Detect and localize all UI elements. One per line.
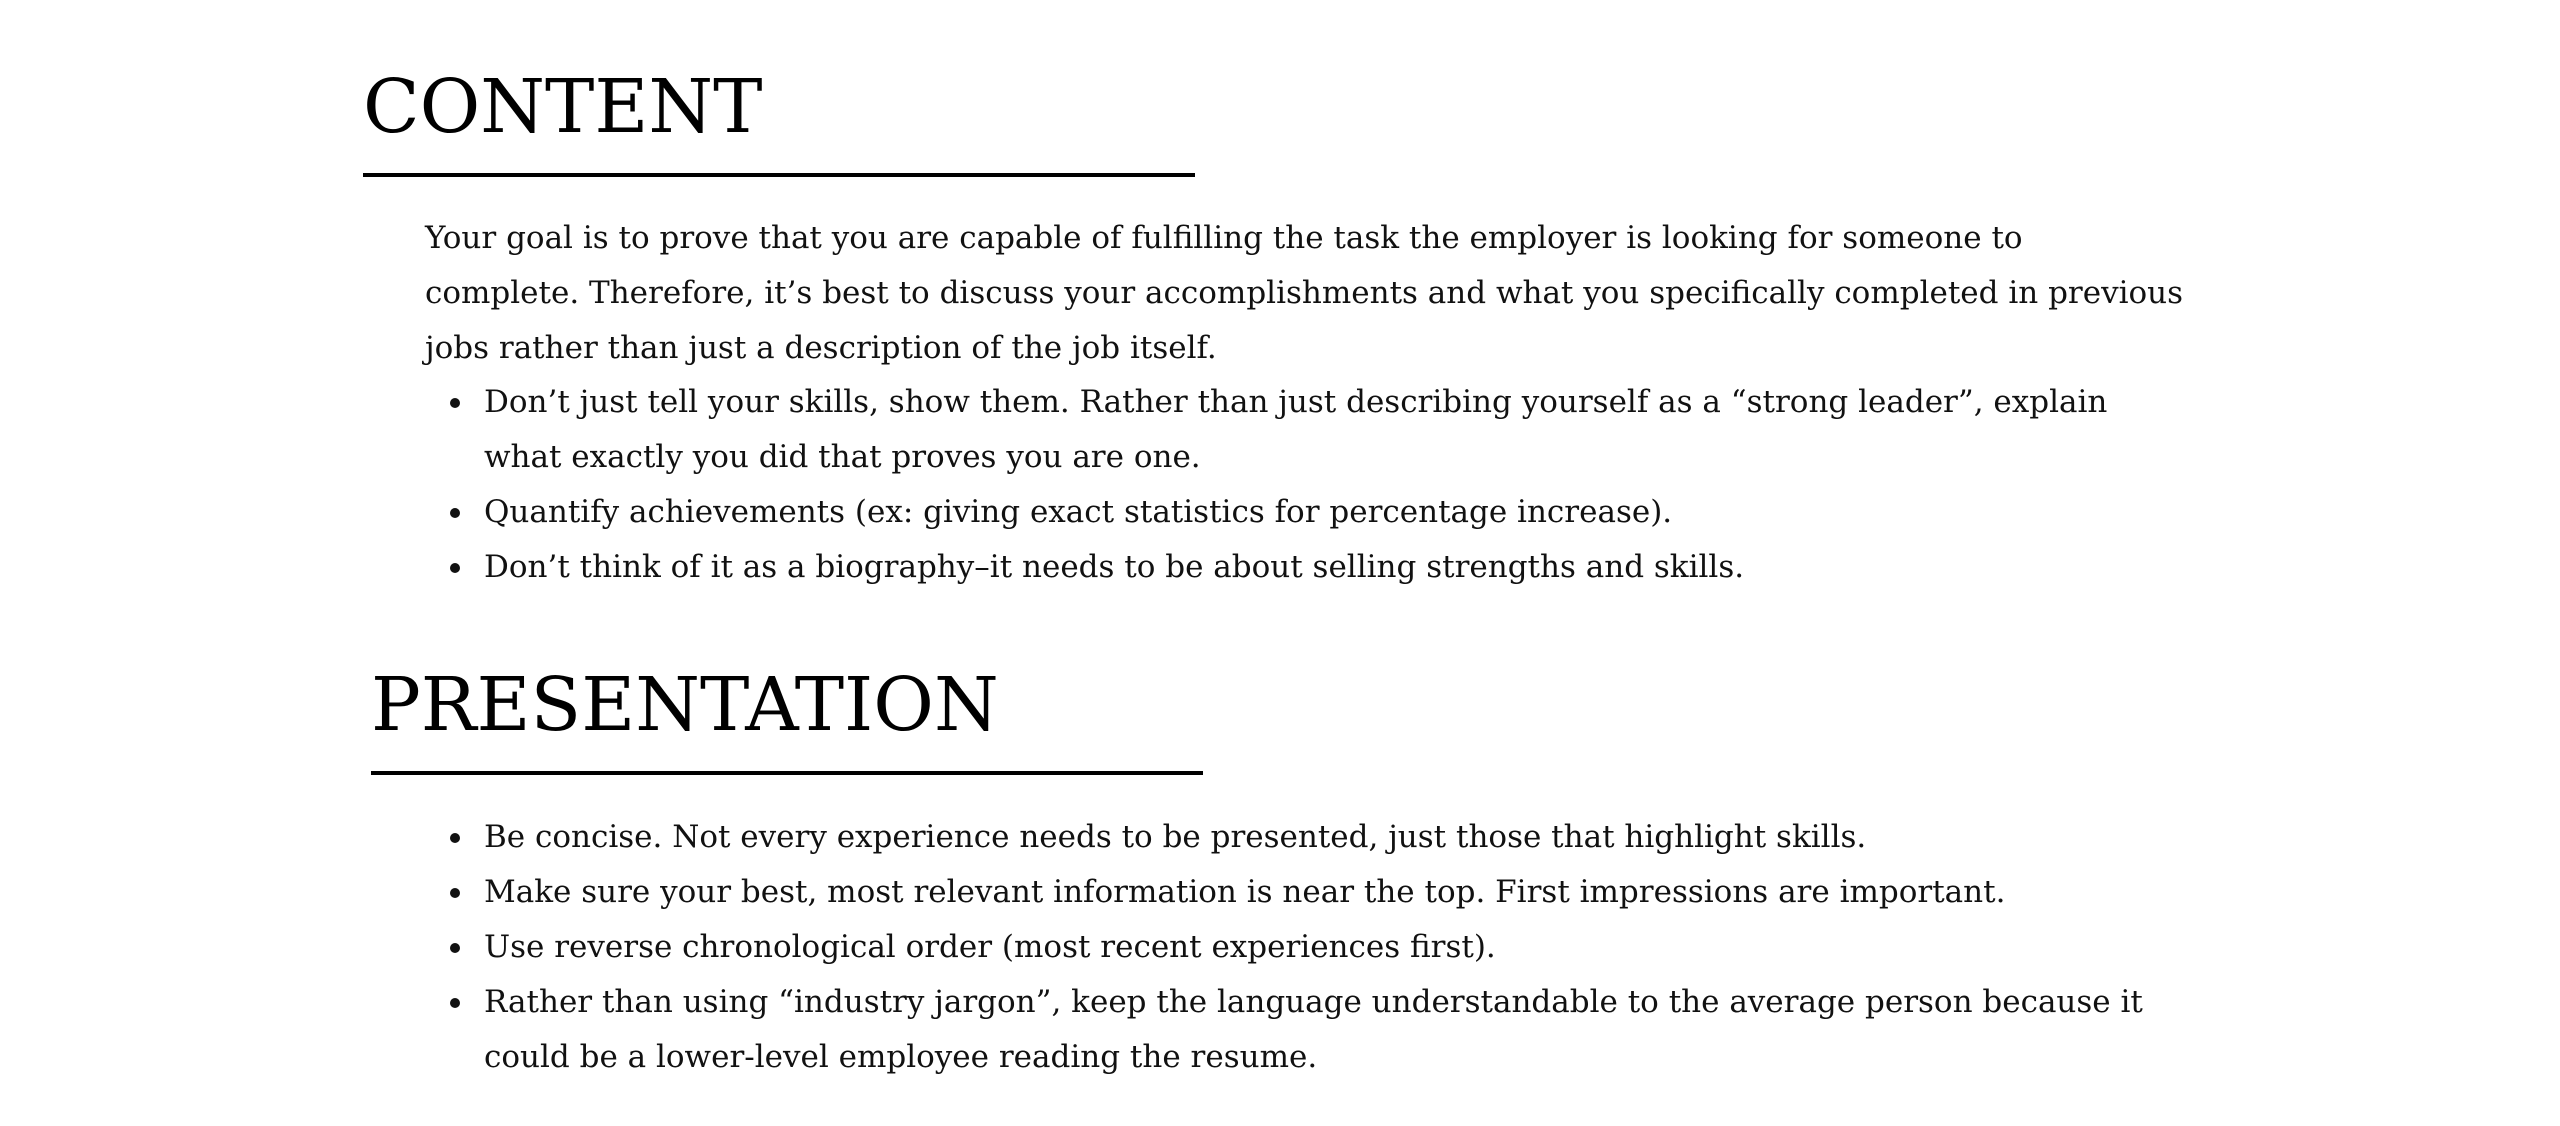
content-heading: CONTENT: [363, 64, 763, 150]
list-item: Make sure your best, most relevant information is near the top. First impressions are important.: [425, 865, 2184, 920]
list-item: Don’t just tell your skills, show them. Rather than just describing yourself as a “strong leader”, explain what exactly you did that proves you are one.: [425, 375, 2184, 485]
list-item: Don’t think of it as a biography–it needs to be about selling strengths and skills.: [425, 540, 2184, 595]
presentation-heading: PRESENTATION: [371, 662, 999, 748]
presentation-heading-underline: [371, 771, 1203, 775]
presentation-bullet-list: [425, 810, 2184, 1085]
list-item: Quantify achievements (ex: giving exact statistics for percentage increase).: [425, 485, 2184, 540]
list-item: Rather than using “industry jargon”, keep the language understandable to the average person because it could be a lower-level employee reading the resume.: [425, 975, 2184, 1085]
content-heading-underline: [363, 173, 1195, 177]
content-intro-paragraph: Your goal is to prove that you are capable of fulfilling the task the employer is looking for someone to complete. Therefore, it’s best to discuss your accomplishments and what you specifically completed in previous jobs rather than just a description of the job itself.: [425, 220, 2184, 366]
content-bullet-list: [425, 375, 2184, 595]
list-item: Be concise. Not every experience needs to be presented, just those that highlight skills.: [425, 810, 2184, 865]
list-item: Use reverse chronological order (most recent experiences first).: [425, 920, 2184, 975]
